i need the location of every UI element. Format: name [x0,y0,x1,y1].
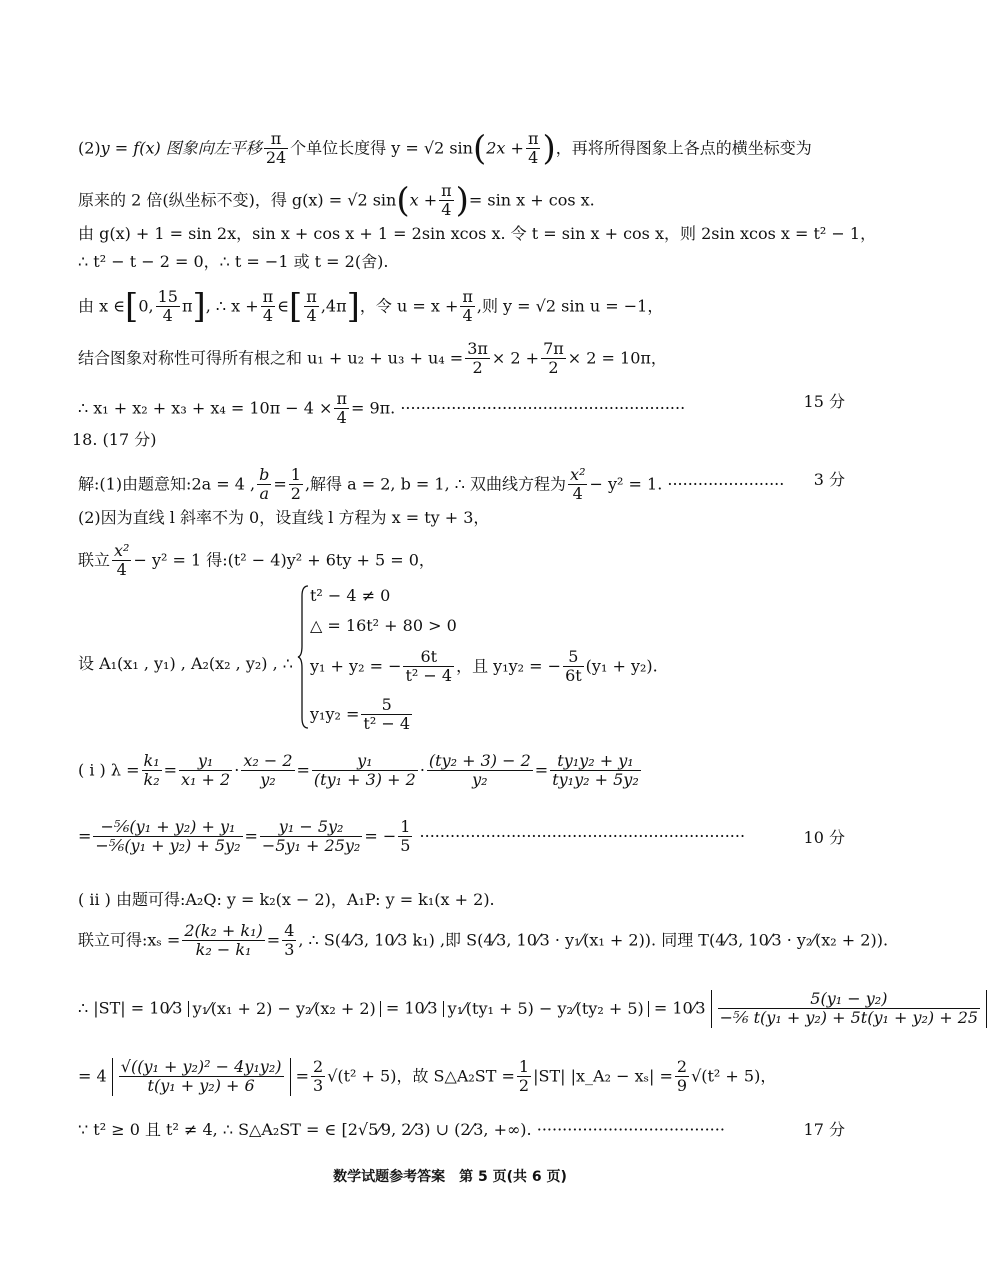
fraction: $\frac{\text{y₁ − 5y₂}}{\text{−5y₁ + 25y₂}}$ [261,817,361,856]
fraction: $\frac{3\pi}{2}$ [467,339,488,378]
st-line: ∴ |ST| = 10⁄3 y₁⁄(x₁ + 2) − y₂⁄(x₂ + 2) = 10⁄3 y₁⁄(ty₁ + 5) − y₂⁄(ty₂ + 5) = 10⁄3 $\frac{\text{5(y₁ − y₂)}}{\text{−⁵⁄₆ t(y₁ + y₂) + 5t(y₁ + y₂) + 25}}$ [78,990,987,1028]
line-5: 由 x ∈[0, $\frac{15}{4}$ π], ∴ x + $\frac{\pi}{4}$ ∈[ $\frac{\pi}{4}$ ,4π]，令 u = x + $\frac{\pi}{4}$ ,则 y = √2 sin u = −1， [78,286,664,327]
system-eq-2: △ = 16t² + 80 > 0 [310,616,457,635]
fraction: $\frac{1}{5}$ [400,817,411,856]
fraction: $\frac{\pi}{4}$ [336,389,347,428]
fraction: $\frac{\text{x₂ − 2}}{\text{y₂}}$ [243,751,293,790]
fraction: $\frac{2}{9}$ [676,1057,688,1096]
fraction: $\frac{\pi}{4}$ [527,129,539,168]
line-10: (2)因为直线 l 斜率不为 0，设直线 l 方程为 x = ty + 3， [78,508,490,527]
fraction: $\frac{\pi}{4}$ [306,287,317,326]
leader-dots: ······················· [667,474,785,494]
fraction: $\frac{5}{6t}$ [565,647,582,686]
fraction: $\frac{\text{2(k₂ + k₁)}}{\text{k₂ − k₁}}$ [184,921,263,960]
page-footer: 数学试题参考答案 第 5 页(共 6 页) [333,1169,567,1185]
part-ii-line-2: 联立可得:xₛ = $\frac{\text{2(k₂ + k₁)}}{\text{k₂ − k₁}}$ = $\frac{4}{3}$ , ∴ S(4⁄3, 10⁄3 k₁) ,即 S(4⁄3, 10⁄3 · y₁⁄(x₁ + 2)). 同理 T(4⁄3, 10⁄3 · y₂⁄(x₂ + 2)). [78,921,889,960]
leader-dots: ····································· [536,1120,725,1139]
line-11: 联立 $\frac{\text{x²}}{4}$ − y² = 1 得:(t² − 4)y² + 6ty + 5 = 0， [78,541,435,580]
system-eq-4: y₁y₂ = $\frac{5}{\text{t² − 4}}$ [310,695,411,734]
fraction: $\frac{\text{k₁}}{\text{k₂}}$ [143,751,160,790]
fraction: $\frac{1}{2}$ [518,1057,530,1096]
score-17: 17 分 [803,1120,845,1139]
line-3: 由 g(x) + 1 = sin 2x，sin x + cos x + 1 = 2sin xcos x. 令 t = sin x + cos x，则 2sin xcos x = t² − 1， [78,224,877,243]
line-1: (2)y = f(x) 图象向左平移 $\frac{\pi}{24}$ 个单位长度得 y = √2 sin(2x + $\frac{\pi}{4}$ )，再将所得图象上各点的横坐标变为 [78,128,812,169]
score-3: 3 分 [813,470,845,489]
fraction: $\frac{7\pi}{2}$ [543,339,564,378]
fraction: $\frac{\text{y₁}}{\text{(ty₁ + 3) + 2}}$ [313,751,416,790]
fraction: $\frac{15}{4}$ [157,287,178,326]
line-7: ∴ x₁ + x₂ + x₃ + x₄ = 10π − 4 × $\frac{\pi}{4}$ = 9π. ························································ [78,389,686,428]
line-2: 原来的 2 倍(纵坐标不变)，得 g(x) = √2 sin(x + $\frac{\pi}{4}$ )= sin x + cos x. [78,180,595,221]
fraction: $\frac{\text{(ty₂ + 3) − 2}}{\text{y₂}}$ [428,751,531,790]
part-i-line-1: ( ⅰ ) λ = $\frac{\text{k₁}}{\text{k₂}}$ = $\frac{\text{y₁}}{\text{x₁ + 2}}$ · $\frac{\text{x₂ − 2}}{\text{y₂}}$ = $\frac{\text{y₁}}{\text{(ty₁ + 3) + 2}}$ · $\frac{\text{(ty₂ + 3) − 2}}{\text{y₂}}$ = $\frac{\text{ty₁y₂ + y₁}}{\text{ty₁y₂ + 5y₂}}$ [78,751,639,790]
fraction: $\frac{\text{y₁}}{\text{x₁ + 2}}$ [181,751,231,790]
fraction: $\frac{\text{5(y₁ − y₂)}}{\text{−⁵⁄₆ t(y₁ + y₂) + 5t(y₁ + y₂) + 25}}$ [719,989,979,1028]
part-ii-line-1: ( ⅱ ) 由题可得:A₂Q: y = k₂(x − 2)，A₁P: y = k₁(x + 2). [78,890,495,909]
fraction: $\frac{1}{2}$ [290,465,301,504]
score-15: 15 分 [803,392,845,411]
fraction: $\frac{\text{x²}}{4}$ [570,465,586,504]
fraction: $\frac{2}{3}$ [313,1057,324,1096]
fraction: $\frac{b}{a}$ [259,465,270,504]
fraction: $\frac{6t}{\text{t² − 4}}$ [405,647,453,686]
line-9: 解:(1)由题意知:2a = 4 , $\frac{b}{a}$ = $\frac{1}{2}$ ,解得 a = 2, b = 1, ∴ 双曲线方程为 $\frac{\text{x²}}{4}$ − y² = 1. ······················· [78,465,785,504]
fraction: $\frac{\pi}{24}$ [265,129,287,168]
line-4: ∴ t² − t − 2 = 0，∴ t = −1 或 t = 2(舍). [78,252,389,271]
leader-dots: ································································ [419,826,746,846]
fraction: $\frac{\text{x²}}{4}$ [114,541,130,580]
fraction: $\frac{\text{−⁵⁄₆(y₁ + y₂) + y₁}}{\text{−⁵⁄₆(y₁ + y₂) + 5y₂}}$ [95,817,241,856]
fraction: $\frac{5}{\text{t² − 4}}$ [363,695,411,734]
system-eq-1: t² − 4 ≠ 0 [310,586,391,605]
system-brace [298,584,310,730]
question-18-heading: 18. (17 分) [72,430,157,449]
part-i-line-2: = $\frac{\text{−⁵⁄₆(y₁ + y₂) + y₁}}{\text{−⁵⁄₆(y₁ + y₂) + 5y₂}}$ = $\frac{\text{y₁ − 5y₂}}{\text{−5y₁ + 25y₂}}$ = − $\frac{1}{5}$ ································································ [78,817,746,856]
fraction: $\frac{\pi}{4}$ [262,287,274,326]
score-10: 10 分 [803,828,845,847]
fraction: $\frac{\pi}{4}$ [441,181,452,220]
final-line: ∵ t² ≥ 0 且 t² ≠ 4, ∴ S△A₂ST = ∈ [2√5⁄9, 2⁄3) ∪ (2⁄3, +∞). ····································· [78,1120,725,1139]
area-line: = 4 $\frac{\text{√((y₁ + y₂)² − 4y₁y₂)}}{\text{t(y₁ + y₂) + 6}}$ = $\frac{2}{3}$ √(t² + 5)，故 S△A₂ST = $\frac{1}{2}$ |ST| |x_A₂ − xₛ| = $\frac{2}{9}$ √(t² + 5)， [78,1057,777,1096]
fraction: $\frac{\text{ty₁y₂ + y₁}}{\text{ty₁y₂ + 5y₂}}$ [552,751,639,790]
line-6: 结合图象对称性可得所有根之和 u₁ + u₂ + u₃ + u₄ = $\frac{3\pi}{2}$ × 2 + $\frac{7\pi}{2}$ × 2 = 10π， [78,339,667,378]
system-eq-3: y₁ + y₂ = − $\frac{6t}{\text{t² − 4}}$ ，且 y₁y₂ = − $\frac{5}{6t}$ (y₁ + y₂). [310,647,658,686]
setup-line: 设 A₁(x₁ , y₁) , A₂(x₂ , y₂) , ∴ [78,654,293,673]
fraction: $\frac{4}{3}$ [284,921,295,960]
fraction: $\frac{\pi}{4}$ [462,287,473,326]
leader-dots: ························································ [400,398,686,418]
fraction: $\frac{\text{√((y₁ + y₂)² − 4y₁y₂)}}{\text{t(y₁ + y₂) + 6}}$ [120,1057,282,1096]
